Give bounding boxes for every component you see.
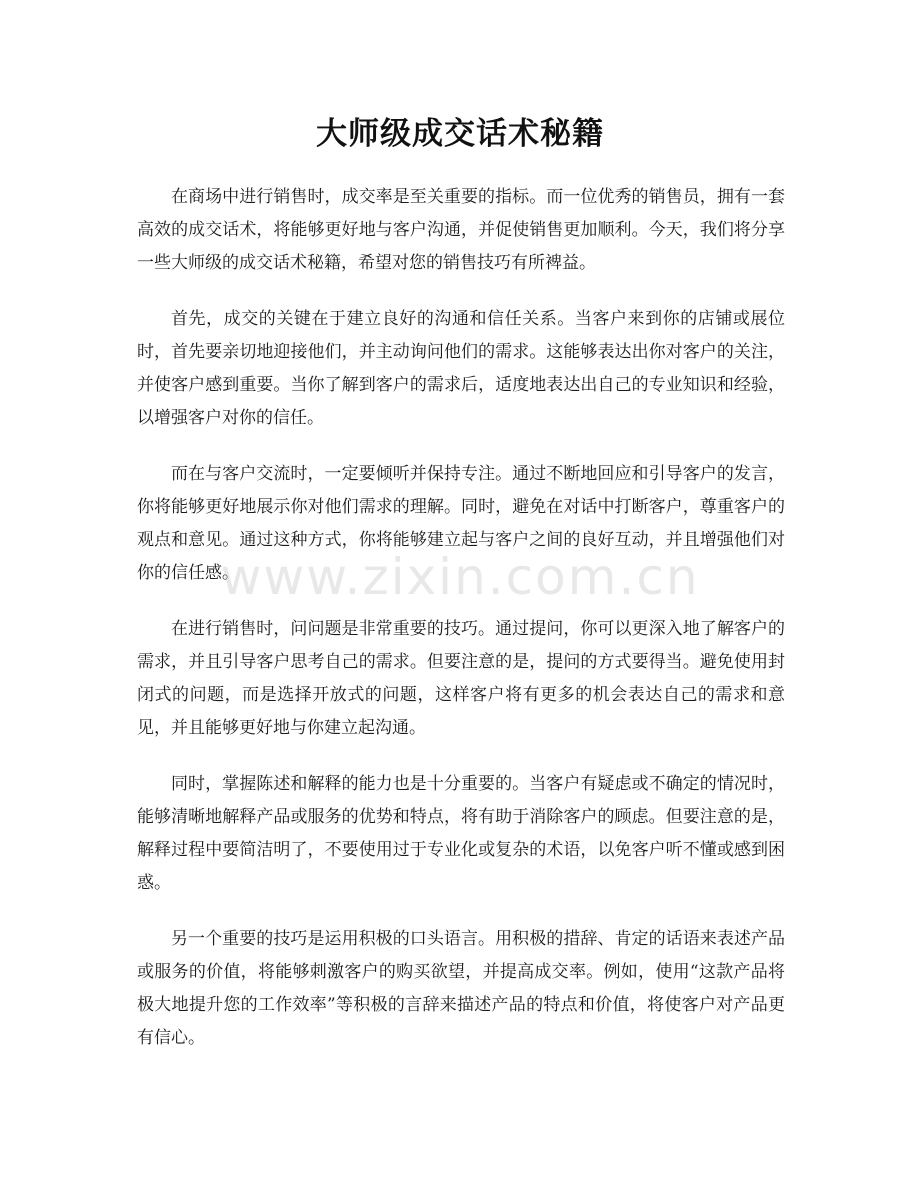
paragraph-1: 在商场中进行销售时，成交率是至关重要的指标。而一位优秀的销售员，拥有一套高效的成交话术，将能够更好地与客户沟通，并促使销售更加顺利。今天，我们将分享一些大师级的成交话术秘籍，希望对您的销售技巧有所裨益。 xyxy=(137,187,785,273)
paragraph-6: 另一个重要的技巧是运用积极的口头语言。用积极的措辞、肯定的话语来表述产品或服务的价值，将能够刺激客户的购买欲望，并提高成交率。例如，使用“这款产品将极大地提升您的工作效率”等积极的言辞来描述产品的特点和价值，将使客户对产品更有信心。 xyxy=(137,929,785,1048)
paragraph-4: 在进行销售时，问问题是非常重要的技巧。通过提问，你可以更深入地了解客户的需求，并且引导客户思考自己的需求。但要注意的是，提问的方式要得当。避免使用封闭式的问题，而是选择开放式的问题，这样客户将有更多的机会表达自己的需求和意见，并且能够更好地与你建立起沟通。 xyxy=(137,619,785,738)
paragraph-5: 同时，掌握陈述和解释的能力也是十分重要的。当客户有疑虑或不确定的情况时，能够清晰地解释产品或服务的优势和特点，将有助于消除客户的顾虑。但要注意的是，解释过程中要简洁明了，不要使用过于专业化或复杂的术语，以免客户听不懂或感到困惑。 xyxy=(137,774,785,893)
watermark: www.zixin.com.cn xyxy=(220,548,700,606)
paragraph-3: 而在与客户交流时，一定要倾听并保持专注。通过不断地回应和引导客户的发言，你将能够更好地展示你对他们需求的理解。同时，避免在对话中打断客户，尊重客户的观点和意见。通过这种方式，你将能够建立起与客户之间的良好互动，并且增强他们对你的信任感。 xyxy=(137,464,785,583)
paragraph-2: 首先，成交的关键在于建立良好的沟通和信任关系。当客户来到你的店铺或展位时，首先要亲切地迎接他们，并主动询问他们的需求。这能够表达出你对客户的关注，并使客户感到重要。当你了解到客户的需求后，适度地表达出自己的专业知识和经验，以增强客户对你的信任。 xyxy=(137,309,785,428)
document-body xyxy=(137,181,785,1078)
document-title: 大师级成交话术秘籍 xyxy=(316,116,604,152)
